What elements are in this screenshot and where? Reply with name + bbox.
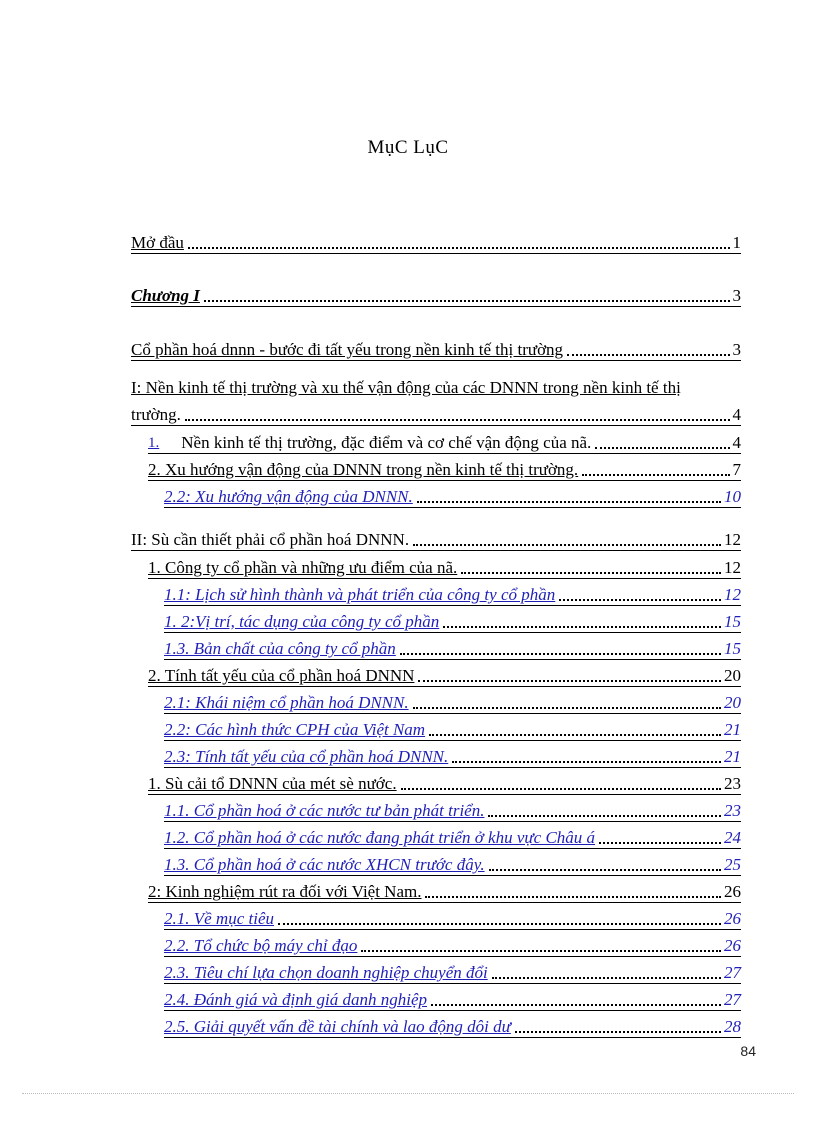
toc-entry-chuong-1[interactable]: Chương I 3: [131, 286, 741, 305]
toc-entry-1-1[interactable]: 1.1: Lịch sử hình thành và phát triển của công ty cổ phần 12: [164, 585, 741, 604]
page-ref: 23: [724, 774, 741, 793]
page-ref: 27: [724, 963, 741, 982]
page-ref: 7: [732, 460, 741, 479]
page-ref: 28: [724, 1017, 741, 1036]
toc-entry-1-cai-to[interactable]: 1. Sù cải tổ DNNN của mét sè nước. 23: [148, 774, 741, 793]
page-ref: 4: [732, 433, 741, 452]
page-ref: 12: [724, 558, 741, 577]
toc-entry-1-cong-ty-co-phan[interactable]: 1. Công ty cổ phần và những ưu điểm của nã. 12: [148, 558, 741, 577]
toc-entry-1-3-xhcn[interactable]: 1.3. Cổ phần hoá ở các nước XHCN trước đây. 25: [164, 855, 741, 874]
toc-entry-2-1[interactable]: 2.1: Khái niệm cổ phần hoá DNNN. 20: [164, 693, 741, 712]
page-bottom-divider: [22, 1093, 794, 1094]
toc-entry-section-2[interactable]: II: Sù cần thiết phải cổ phần hoá DNNN. 12: [131, 530, 741, 549]
page-ref: 26: [724, 882, 741, 901]
page-ref: 12: [724, 585, 741, 604]
page-ref: 27: [724, 990, 741, 1009]
toc-entry-mo-dau[interactable]: Mở đầu 1: [131, 233, 741, 252]
page-ref: 20: [724, 666, 741, 685]
toc-entry-section-1-line1: I: Nền kinh tế thị trường và xu thế vận động của các DNNN trong nền kinh tế thị: [131, 378, 681, 397]
toc-entry-2-4-danh-gia[interactable]: 2.4. Đánh giá và định giá danh nghiệp 27: [164, 990, 741, 1009]
page-ref: 26: [724, 909, 741, 928]
toc-entry-2-5-giai-quyet[interactable]: 2.5. Giải quyết vấn đề tài chính và lao động dôi dư 28: [164, 1017, 741, 1036]
page-ref: 15: [724, 639, 741, 658]
toc-entry-2-1-muc-tieu[interactable]: 2.1. Về mục tiêu 26: [164, 909, 741, 928]
page-ref: 21: [724, 720, 741, 739]
page-ref: 21: [724, 747, 741, 766]
page-ref: 1: [732, 233, 741, 252]
toc-entry-2-2-hinh-thuc[interactable]: 2.2: Các hình thức CPH của Việt Nam 21: [164, 720, 741, 739]
toc-entry-2-xu-huong[interactable]: 2. Xu hướng vận động của DNNN trong nền kinh tế thị trường. 7: [148, 460, 741, 479]
toc-entry-section-1[interactable]: trường. 4: [131, 405, 741, 424]
toc-entry-2-3-tieu-chi[interactable]: 2.3. Tiêu chí lựa chọn doanh nghiệp chuyển đổi 27: [164, 963, 741, 982]
page-ref: 15: [724, 612, 741, 631]
page-ref: 4: [732, 405, 741, 424]
toc-entry-2-kinh-nghiem[interactable]: 2: Kinh nghiệm rút ra đối với Việt Nam. 26: [148, 882, 741, 901]
entry-number-link[interactable]: 1.: [148, 435, 160, 451]
toc-entry-1-3[interactable]: 1.3. Bản chất của công ty cổ phần 15: [164, 639, 741, 658]
page-number: 84: [740, 1043, 756, 1059]
page-ref: 25: [724, 855, 741, 874]
page-ref: 12: [724, 530, 741, 549]
page-ref: 10: [724, 487, 741, 506]
page-ref: 23: [724, 801, 741, 820]
toc-entry-1-nen-kinh-te[interactable]: 1. Nền kinh tế thị trường, đặc điểm và cơ chế vận động của nã. 4: [148, 433, 741, 452]
page-ref: 20: [724, 693, 741, 712]
toc-entry-1-2[interactable]: 1. 2:Vị trí, tác dụng của công ty cổ phần 15: [164, 612, 741, 631]
page-ref: 3: [732, 340, 741, 359]
toc-entry-1-1-tu-ban[interactable]: 1.1. Cổ phần hoá ở các nước tư bản phát triển. 23: [164, 801, 741, 820]
toc-title: MụC LụC: [367, 137, 449, 158]
toc-entry-2-2-to-chuc[interactable]: 2.2. Tổ chức bộ máy chỉ đạo 26: [164, 936, 741, 955]
toc-entry-2-2[interactable]: 2.2: Xu hướng vận động của DNNN. 10: [164, 487, 741, 506]
toc-entry-co-phan-hoa[interactable]: Cổ phần hoá dnnn - bước đi tất yếu trong nền kinh tế thị trường 3: [131, 340, 741, 359]
page-ref: 26: [724, 936, 741, 955]
toc-entry-1-2-chau-a[interactable]: 1.2. Cổ phần hoá ở các nước đang phát triển ở khu vực Châu á 24: [164, 828, 741, 847]
toc-entry-2-3[interactable]: 2.3: Tính tất yếu của cổ phần hoá DNNN. 21: [164, 747, 741, 766]
toc-entry-2-tinh-tat-yeu[interactable]: 2. Tính tất yếu của cổ phần hoá DNNN 20: [148, 666, 741, 685]
page-ref: 24: [724, 828, 741, 847]
page-ref: 3: [732, 286, 741, 305]
